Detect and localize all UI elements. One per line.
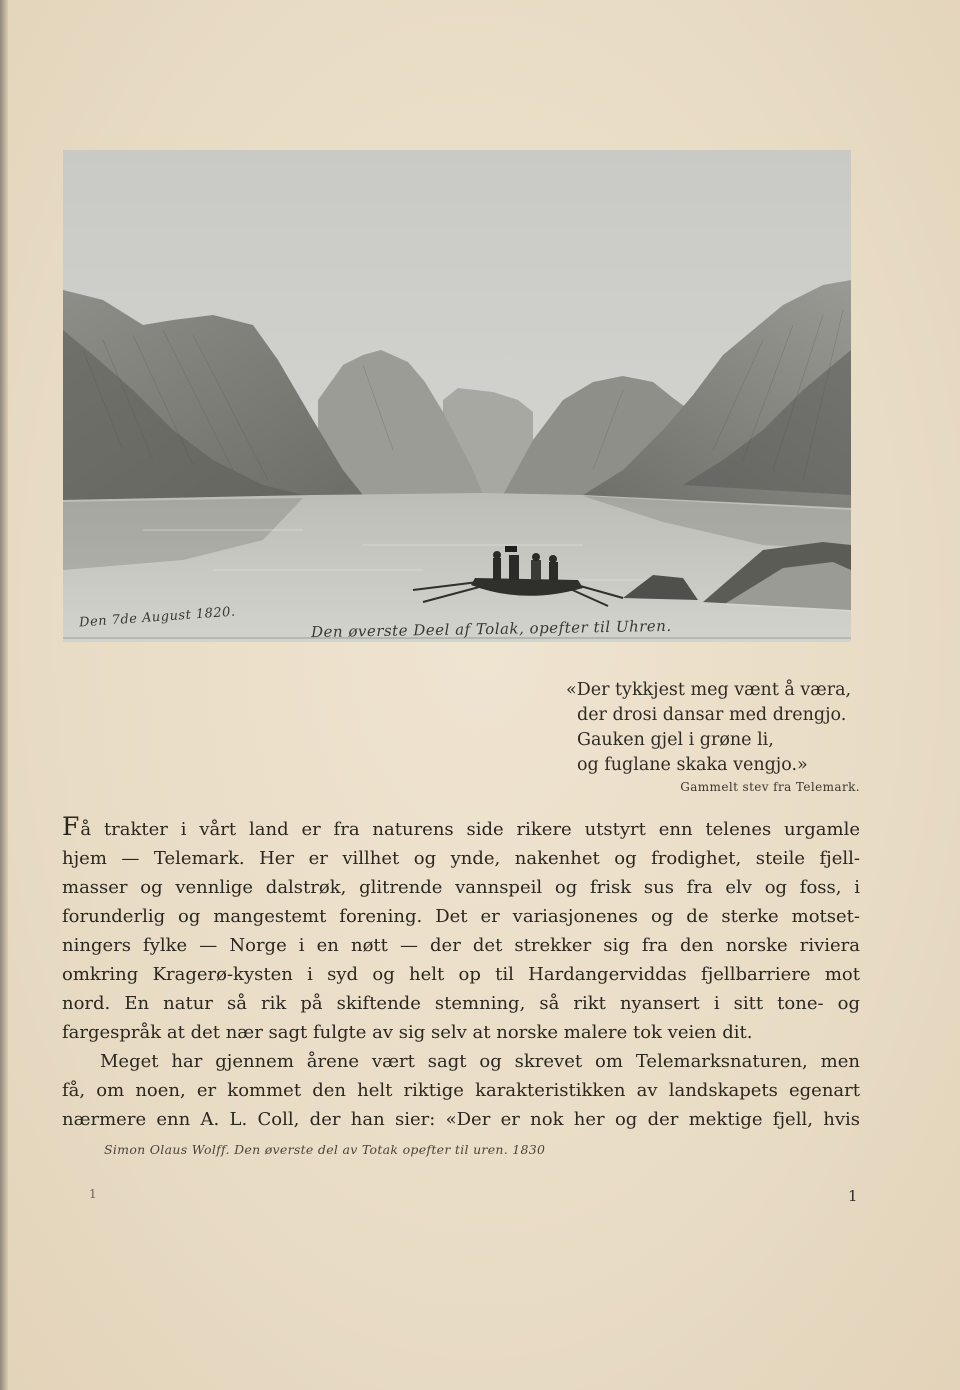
illustration-credit: Simon Olaus Wolff. Den øverste del av Totak opefter til uren. 1830 <box>104 1142 546 1157</box>
illustration-date-caption: Den 7de August 1820. <box>78 604 237 631</box>
page-edge-shadow <box>0 0 8 1390</box>
body-line: omkring Kragerø-kysten i syd og helt op til Hardangerviddas fjellbarriere mot <box>62 964 860 985</box>
verse-line: Gauken gjel i grøne li, <box>577 730 774 750</box>
fjord-drawing <box>63 150 851 642</box>
illustration-title-caption: Den øverste Deel af Tolak, opefter til Uhren. <box>310 616 672 642</box>
body-paragraphs <box>62 812 860 1134</box>
drop-cap: F <box>62 812 81 841</box>
body-line <box>62 812 860 844</box>
epigraph-verse <box>566 678 866 778</box>
body-line: nord. En natur så rik på skiftende stemning, så rikt nyansert i sitt tone- og <box>62 993 860 1014</box>
body-line: Meget har gjennem årene vært sagt og skrevet om Telemarksnaturen, men <box>100 1051 860 1072</box>
body-line: få, om noen, er kommet den helt riktige karakteristikken av landskapets egenart <box>62 1080 860 1101</box>
body-line-text: å trakter i vårt land er fra naturens side rikere utstyrt enn telenes urgamle <box>80 819 860 840</box>
body-line: hjem — Telemark. Her er villhet og ynde, nakenhet og frodighet, steile fjell- <box>62 848 860 869</box>
illustration-plate <box>63 150 851 642</box>
signature-mark: 1 <box>89 1187 97 1201</box>
verse-line: og fuglane skaka vengjo.» <box>577 755 808 775</box>
page-number: 1 <box>848 1187 858 1205</box>
body-line: fargespråk at det nær sagt fulgte av sig selv at norske malere tok veien dit. <box>62 1022 753 1043</box>
body-line: ningers fylke — Norge i en nøtt — der det strekker sig fra den norske riviera <box>62 935 860 956</box>
verse-line: «Der tykkjest meg vænt å væra, <box>566 680 852 700</box>
verse-source: Gammelt stev fra Telemark. <box>680 780 860 794</box>
body-line: masser og vennlige dalstrøk, glitrende vannspeil og frisk sus fra elv og foss, i <box>62 877 860 898</box>
body-line: forunderlig og mangestemt forening. Det er variasjonenes og de sterke motset- <box>62 906 860 927</box>
body-line: nærmere enn A. L. Coll, der han sier: «Der er nok her og der mektige fjell, hvis <box>62 1109 860 1130</box>
verse-line: der drosi dansar med drengjo. <box>577 705 847 725</box>
